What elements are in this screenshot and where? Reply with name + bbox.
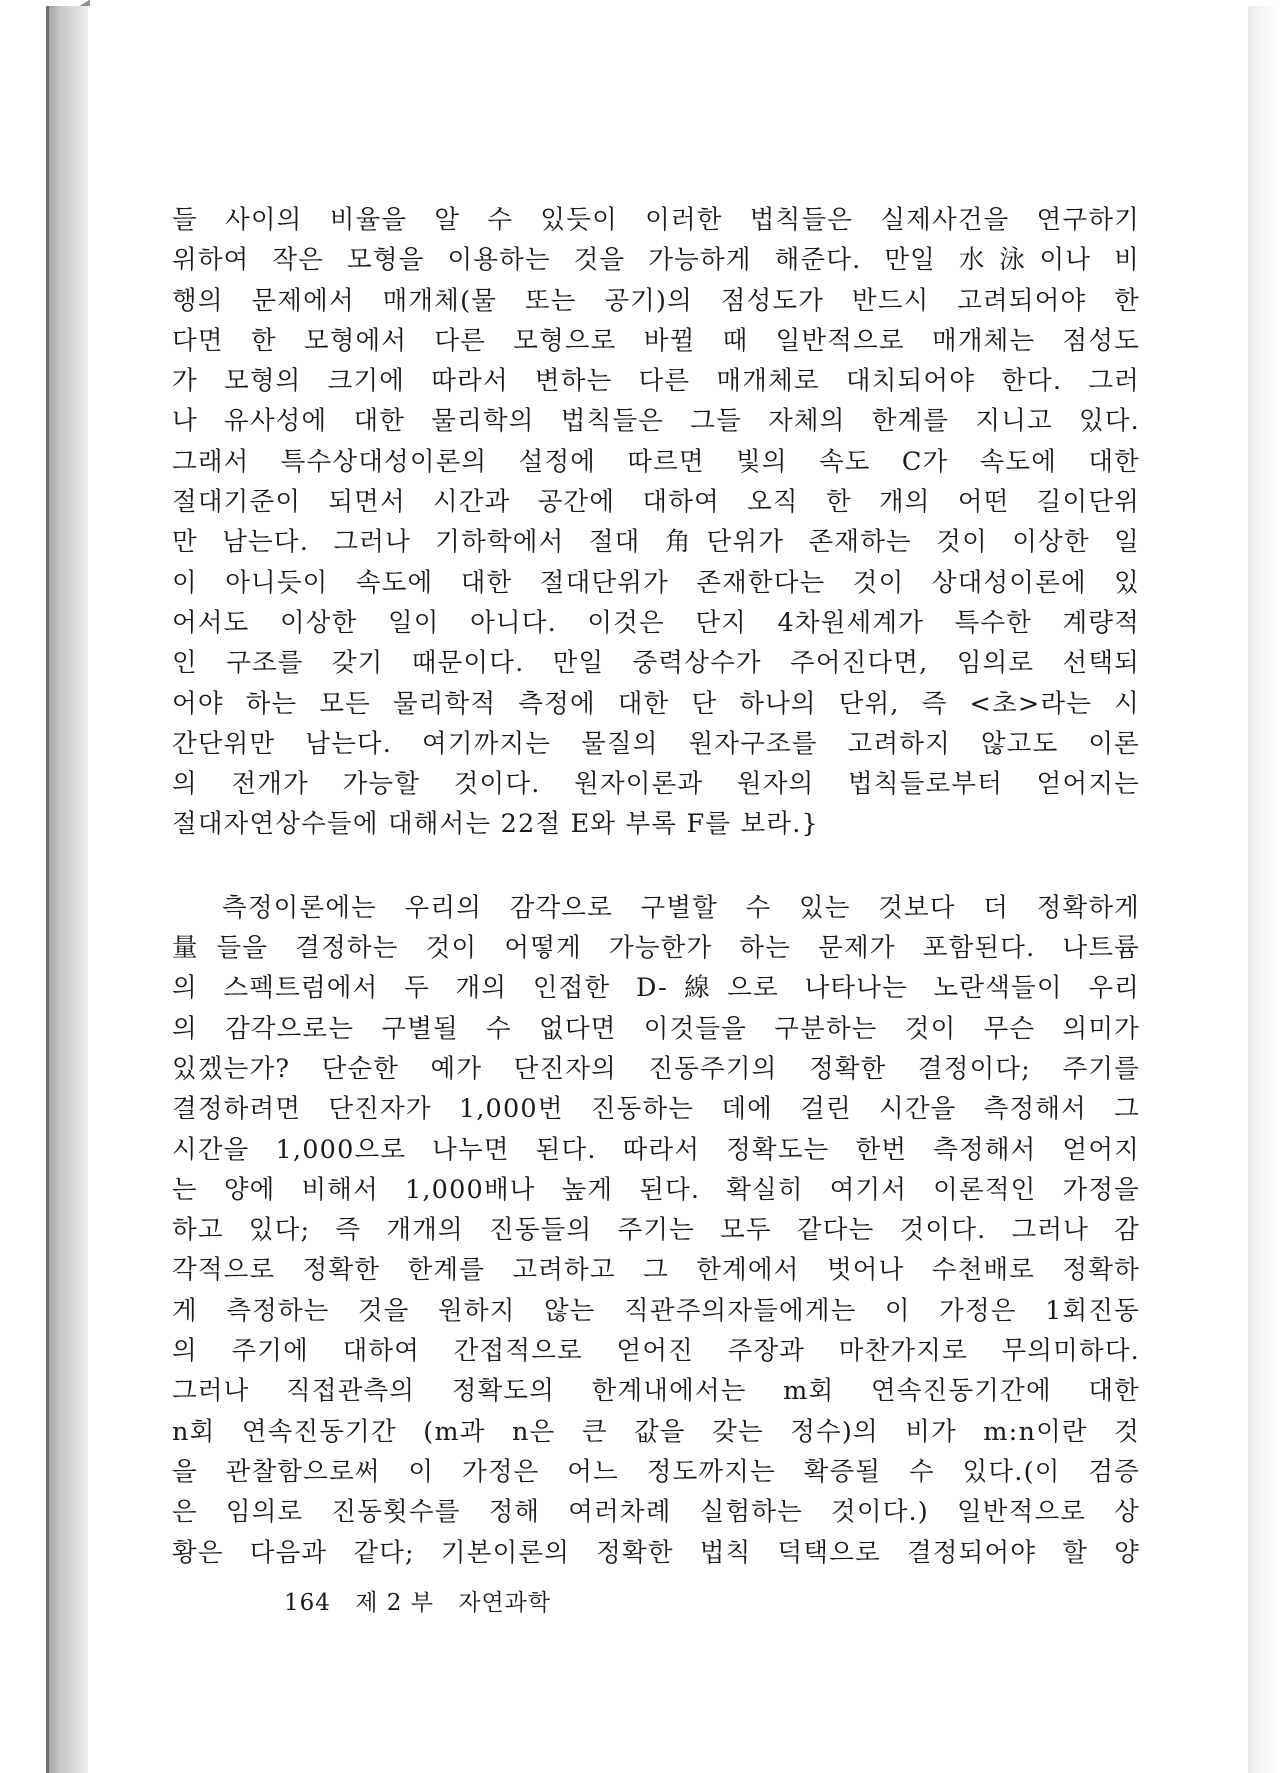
text-line: 게 측정하는 것을 원하지 않는 직관주의자들에게는 이 가정은 1회진동 — [172, 1295, 1140, 1326]
text-line: 을 관찰함으로써 이 가정은 어느 정도까지는 확증될 수 있다.(이 검증 — [172, 1456, 1140, 1487]
text-line: 시간을 1,000으로 나누면 된다. 따라서 정확도는 한번 측정해서 얻어지 — [172, 1134, 1140, 1165]
text-line: 의 주기에 대하여 간접적으로 얻어진 주장과 마찬가지로 무의미하다. — [172, 1336, 1140, 1367]
page-right-shadow — [1248, 6, 1280, 1773]
page-body-text — [172, 200, 1140, 1573]
text-line: 간단위만 남는다. 여기까지는 물질의 원자구조를 고려하지 않고도 이론 — [172, 728, 1140, 759]
text-line: 다면 한 모형에서 다른 모형으로 바뀔 때 일반적으로 매개체는 점성도 — [172, 325, 1140, 356]
paragraph-1 — [172, 200, 1140, 845]
page-footer — [284, 1584, 567, 1617]
text-line: 행의 문제에서 매개체(물 또는 공기)의 점성도가 반드시 고려되어야 한 — [172, 285, 1140, 316]
page-number: 164 — [284, 1590, 331, 1616]
text-line: 인 구조를 갖기 때문이다. 만일 중력상수가 주어진다면, 임의로 선택되 — [172, 648, 1140, 679]
text-line: 만 남는다. 그러나 기하학에서 절대 角단위가 존재하는 것이 이상한 일 — [172, 527, 1140, 558]
text-line: 이 아니듯이 속도에 대한 절대단위가 존재한다는 것이 상대성이론에 있 — [172, 567, 1140, 598]
footer-part: 제 2 부 — [355, 1590, 434, 1616]
text-line: 하고 있다; 즉 개개의 진동들의 주기는 모두 같다는 것이다. 그러나 감 — [172, 1215, 1140, 1246]
text-line: 의 스펙트럼에서 두 개의 인접한 D-線으로 나타나는 노란색들이 우리 — [172, 973, 1140, 1004]
text-line: 절대기준이 되면서 시간과 공간에 대하여 오직 한 개의 어떤 길이단위 — [172, 487, 1140, 518]
book-spine-edge — [46, 6, 88, 1773]
text-line: 결정하려면 단진자가 1,000번 진동하는 데에 걸린 시간을 측정해서 그 — [172, 1094, 1140, 1125]
text-line: 가 모형의 크기에 따라서 변하는 다른 매개체로 대치되어야 한다. 그러 — [172, 366, 1140, 397]
text-line: 위하여 작은 모형을 이용하는 것을 가능하게 해준다. 만일 水泳이나 비 — [172, 245, 1140, 276]
text-line: 그래서 특수상대성이론의 설정에 따르면 빛의 속도 C가 속도에 대한 — [172, 446, 1140, 477]
text-line: 그러나 직접관측의 정확도의 한계내에서는 m회 연속진동기간에 대한 — [172, 1376, 1140, 1407]
text-line: 어야 하는 모든 물리학적 측정에 대한 단 하나의 단위, 즉 <초>라는 시 — [172, 688, 1140, 719]
text-line: 각적으로 정확한 한계를 고려하고 그 한계에서 벗어나 수천배로 정확하 — [172, 1255, 1140, 1286]
paragraph-2 — [172, 888, 1140, 1573]
text-line: 들 사이의 비율을 알 수 있듯이 이러한 법칙들은 실제사건을 연구하기 — [172, 205, 1140, 235]
text-line: 量들을 결정하는 것이 어떻게 가능한가 하는 문제가 포함된다. 나트륨 — [172, 933, 1140, 964]
text-line: 어서도 이상한 일이 아니다. 이것은 단지 4차원세계가 특수한 계량적 — [172, 607, 1140, 638]
text-line: 황은 다음과 같다; 기본이론의 정확한 법칙 덕택으로 결정되어야 할 양 — [172, 1537, 1140, 1568]
text-line: 의 전개가 가능할 것이다. 원자이론과 원자의 법칙들로부터 얻어지는 — [172, 769, 1140, 800]
text-line: 은 임의로 진동횟수를 정해 여러차례 실험하는 것이다.) 일반적으로 상 — [172, 1497, 1140, 1528]
text-line: 는 양에 비해서 1,000배나 높게 된다. 확실히 여기서 이론적인 가정을 — [172, 1174, 1140, 1205]
text-line: 의 감각으로는 구별될 수 없다면 이것들을 구분하는 것이 무슨 의미가 — [172, 1013, 1140, 1044]
text-line: 측정이론에는 우리의 감각으로 구별할 수 있는 것보다 더 정확하게 — [222, 892, 1140, 923]
text-line: n회 연속진동기간 (m과 n은 큰 값을 갖는 정수)의 비가 m:n이란 것 — [172, 1416, 1140, 1447]
text-line: 있겠는가? 단순한 예가 단진자의 진동주기의 정확한 결정이다; 주기를 — [172, 1053, 1140, 1084]
text-line: 절대자연상수들에 대해서는 22절 E와 부록 F를 보라.} — [172, 809, 819, 840]
footer-section: 자연과학 — [458, 1590, 552, 1616]
text-line: 나 유사성에 대한 물리학의 법칙들은 그들 자체의 한계를 지니고 있다. — [172, 406, 1140, 437]
